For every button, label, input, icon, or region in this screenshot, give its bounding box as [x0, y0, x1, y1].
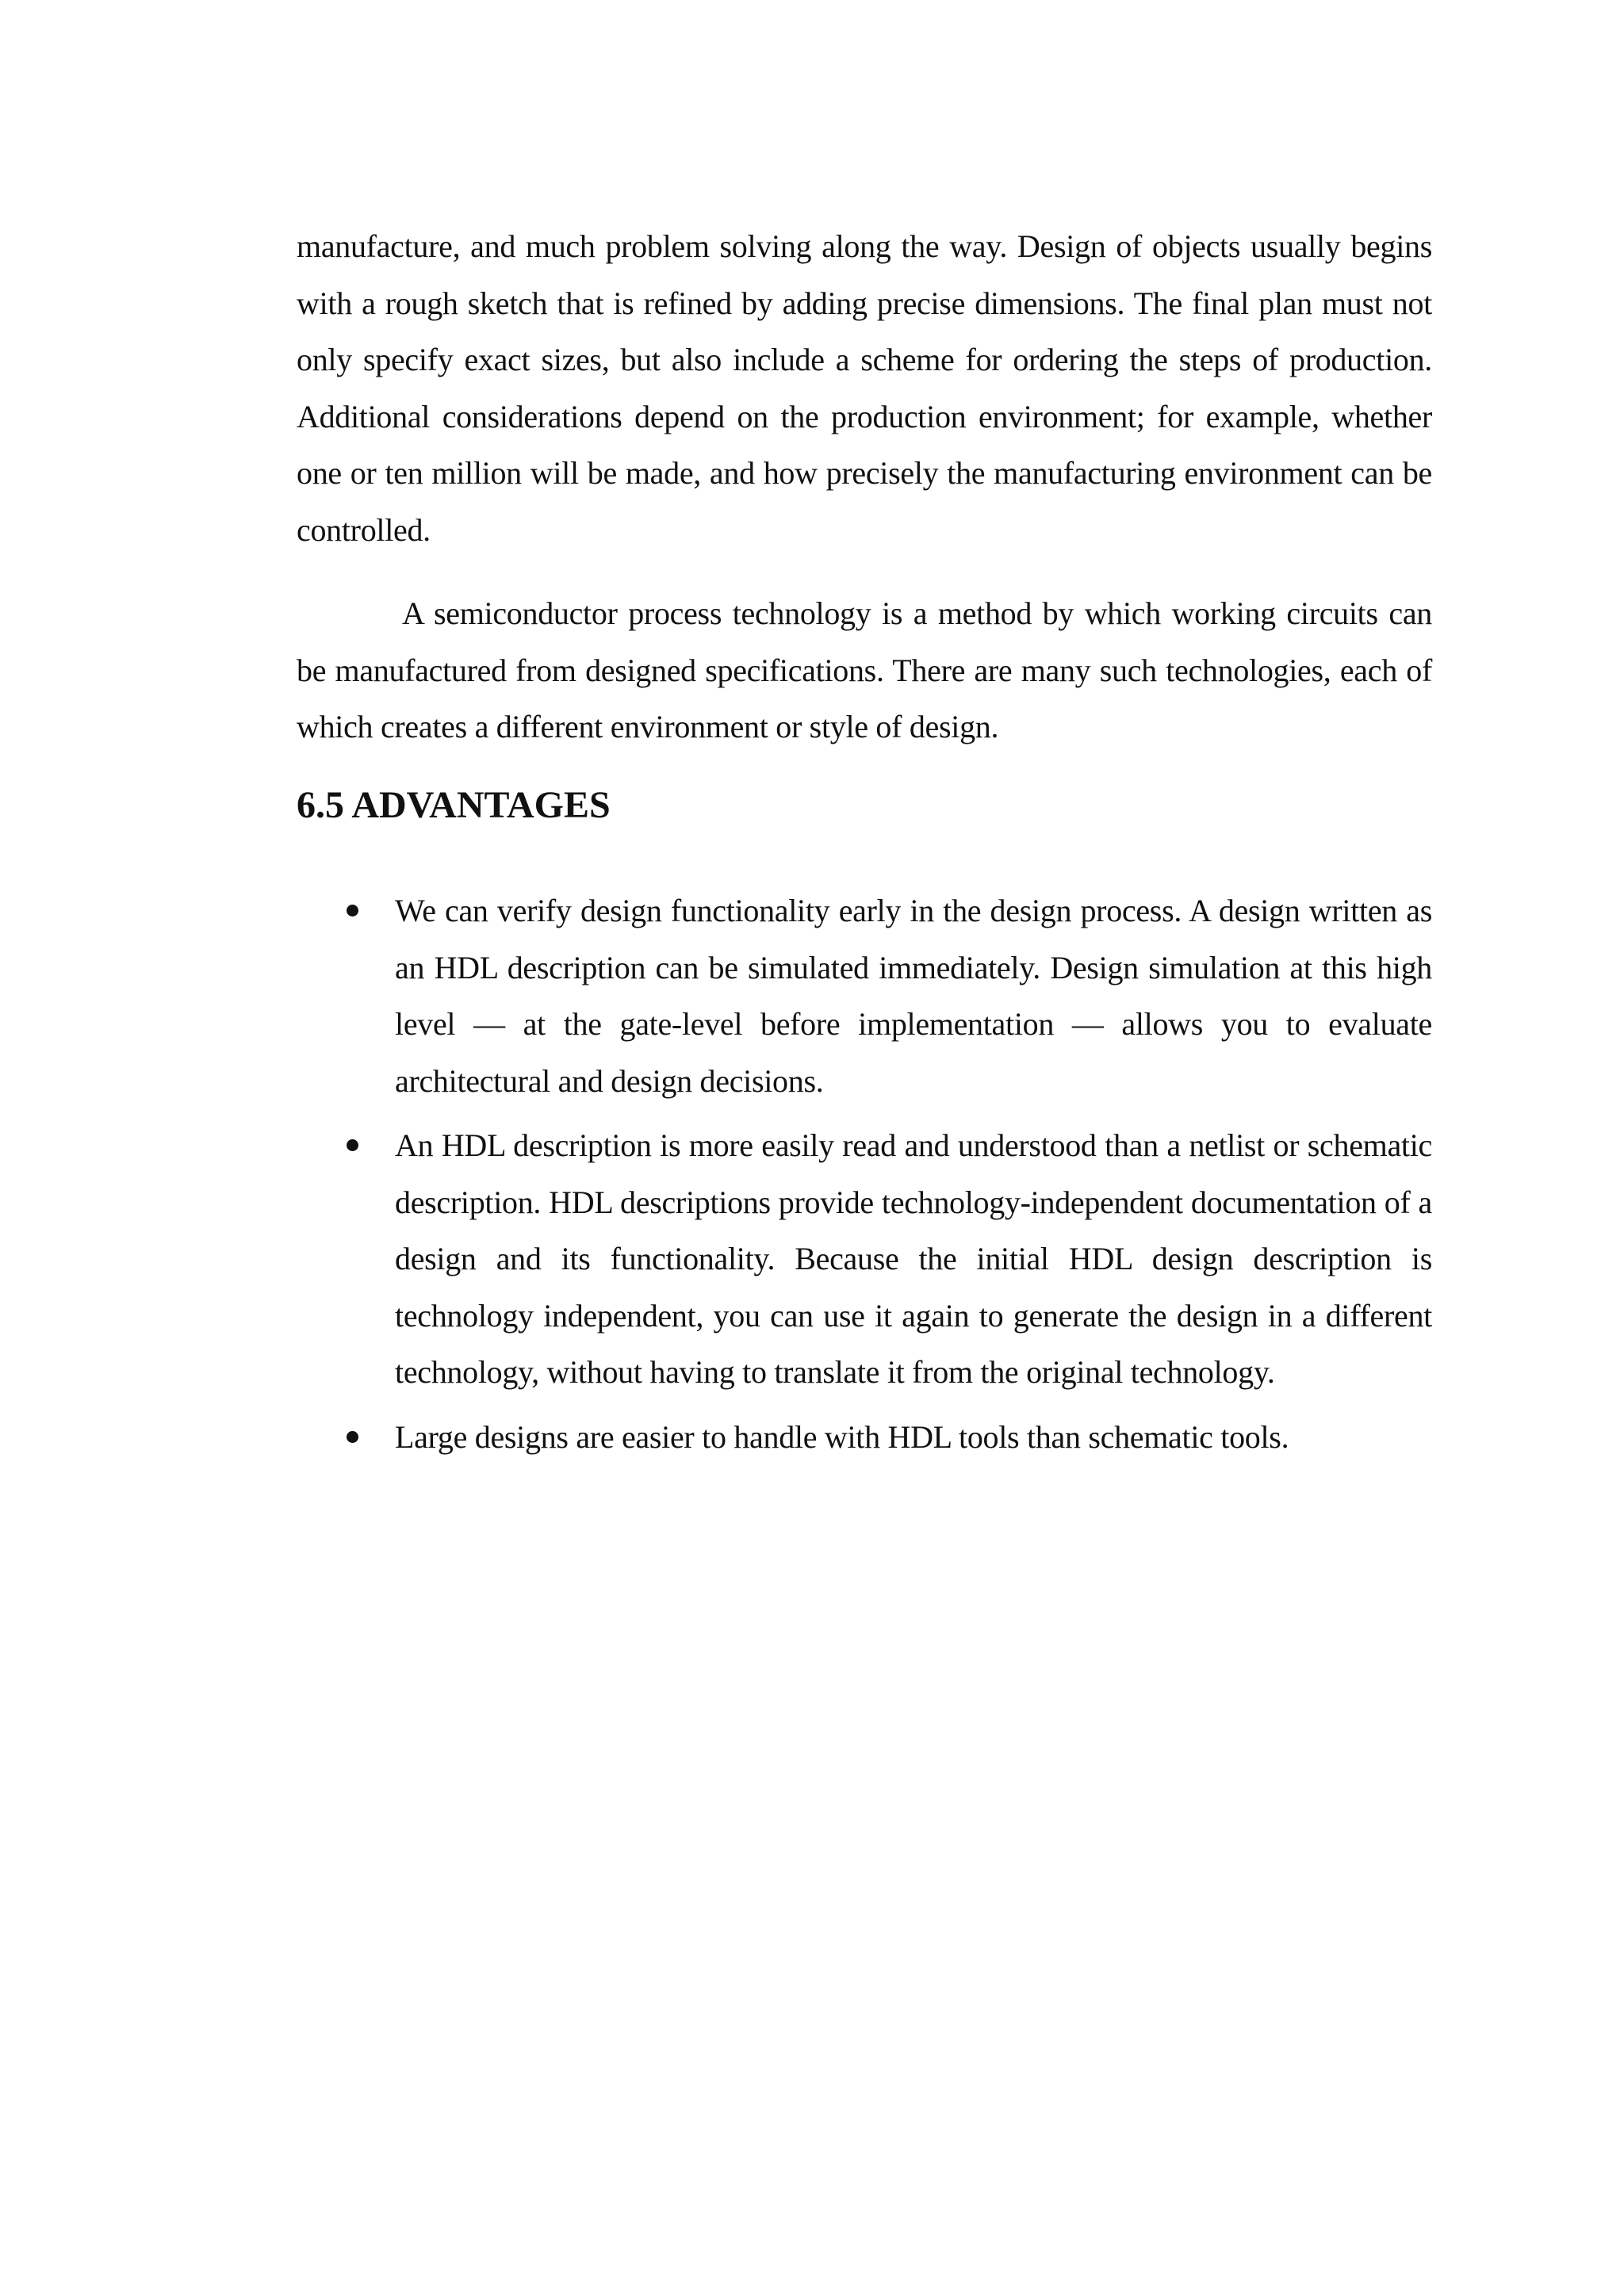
bullet-icon: [347, 1139, 358, 1151]
body-paragraph-design-process: manufacture, and much problem solving along the way. Design of objects usually begins with a rough sketch that is refined by adding precise dimensions. The final plan must not only specify exact sizes, but also include a scheme for ordering the steps of production. Additional considerations depend on the production environment; for example, whether one or ten million will be made, and how precisely the manufacturing environment can be controlled.: [297, 228, 1432, 548]
list-item-text: An HDL description is more easily read and understood than a netlist or schematic description. HDL descriptions provide technology-independent documentation of a design and its functionality. Because the initial HDL design description is technology independent, you can use it again to generate the design in a different technology, without having to translate it from the original technology.: [395, 1127, 1432, 1390]
list-item-text: We can verify design functionality early in the design process. A design written as an HDL description can be simulated immediately. Design simulation at this high level — at the gate-level before implementation — allows you to evaluate architectural and design decisions.: [395, 893, 1432, 1099]
advantages-list: [297, 882, 1432, 1473]
list-item: [297, 1409, 1432, 1466]
list-item: [297, 882, 1432, 1109]
list-item-text: Large designs are easier to handle with HDL tools than schematic tools.: [395, 1418, 1289, 1455]
section-heading: 6.5 ADVANTAGES: [297, 784, 611, 826]
list-item: [297, 1117, 1432, 1401]
body-paragraph-process-technology: A semiconductor process technology is a method by which working circuits can be manufactured from designed specifications. There are many such technologies, each of which creates a different environment or style of design.: [297, 595, 1432, 744]
bullet-icon: [347, 1431, 358, 1443]
bullet-icon: [347, 905, 358, 916]
